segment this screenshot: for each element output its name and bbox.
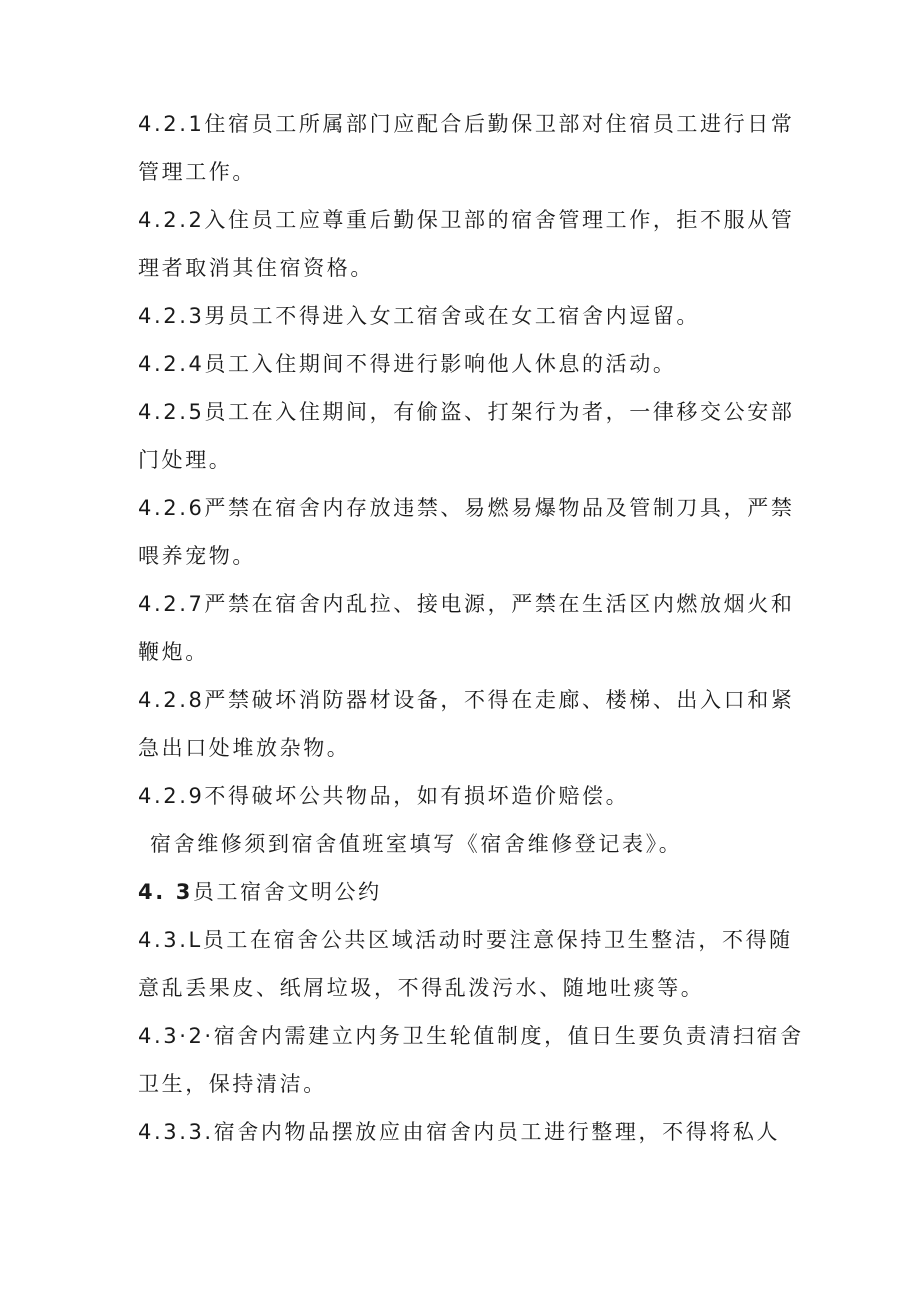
- clause-4-2-8-line-1: 4.2.8严禁破坏消防器材设备，不得在走廊、楼梯、出入口和紧: [138, 688, 795, 712]
- dorm-repair-note: 宿舍维修须到宿舍值班室填写《宿舍维修登记表》。: [150, 832, 683, 856]
- clause-4-2-6-line-2: 喂养宠物。: [138, 544, 256, 568]
- clause-4-2-1-line-1: 4.2.1住宿员工所属部门应配合后勤保卫部对住宿员工进行日常: [138, 112, 795, 136]
- section-heading-4-3: [138, 868, 788, 916]
- clause-4-3-1-line-1: 4.3.L员工在宿舍公共区域活动时要注意保持卫生整洁，不得随: [138, 928, 793, 952]
- section-number: 4. 3: [138, 880, 193, 904]
- clause-4-2-7-line-1: 4.2.7严禁在宿舍内乱拉、接电源，严禁在生活区内燃放烟火和: [138, 592, 795, 616]
- clause-4-3-3-line-1: 4.3.3.宿舍内物品摆放应由宿舍内员工进行整理，不得将私人: [138, 1120, 781, 1144]
- section-title: 员工宿舍文明公约: [192, 880, 382, 904]
- clause-4-3-2-line-1: 4.3·2·宿舍内需建立内务卫生轮值制度，值日生要负责清扫宿舍: [138, 1024, 804, 1048]
- clause-4-2-4: 4.2.4员工入住期间不得进行影响他人休息的活动。: [138, 352, 677, 376]
- document-page: [138, 100, 804, 1156]
- clause-4-3-1-line-2: 意乱丢果皮、纸屑垃圾，不得乱泼污水、随地吐痰等。: [138, 976, 705, 1000]
- clause-4-2-6-line-1: 4.2.6严禁在宿舍内存放违禁、易燃易爆物品及管制刀具，严禁: [138, 496, 795, 520]
- clause-4-2-3: 4.2.3男员工不得进入女工宿舍或在女工宿舍内逗留。: [138, 304, 701, 328]
- clause-4-2-2-line-1: 4.2.2入住员工应尊重后勤保卫部的宿舍管理工作，拒不服从管: [138, 208, 795, 232]
- clause-4-2-8-line-2: 急出口处堆放杂物。: [138, 736, 351, 760]
- clause-4-2-5-line-1: 4.2.5员工在入住期间，有偷盗、打架行为者，一律移交公安部: [138, 400, 795, 424]
- clause-4-3-2-line-2: 卫生，保持清洁。: [138, 1072, 327, 1096]
- clause-4-2-9: 4.2.9不得破坏公共物品，如有损坏造价赔偿。: [138, 784, 630, 808]
- clause-4-2-1-line-2: 管理工作。: [138, 160, 256, 184]
- clause-4-2-7-line-2: 鞭炮。: [138, 640, 209, 664]
- clause-4-2-2-line-2: 理者取消其住宿资格。: [138, 256, 374, 280]
- clause-4-2-5-line-2: 门处理。: [138, 448, 233, 472]
